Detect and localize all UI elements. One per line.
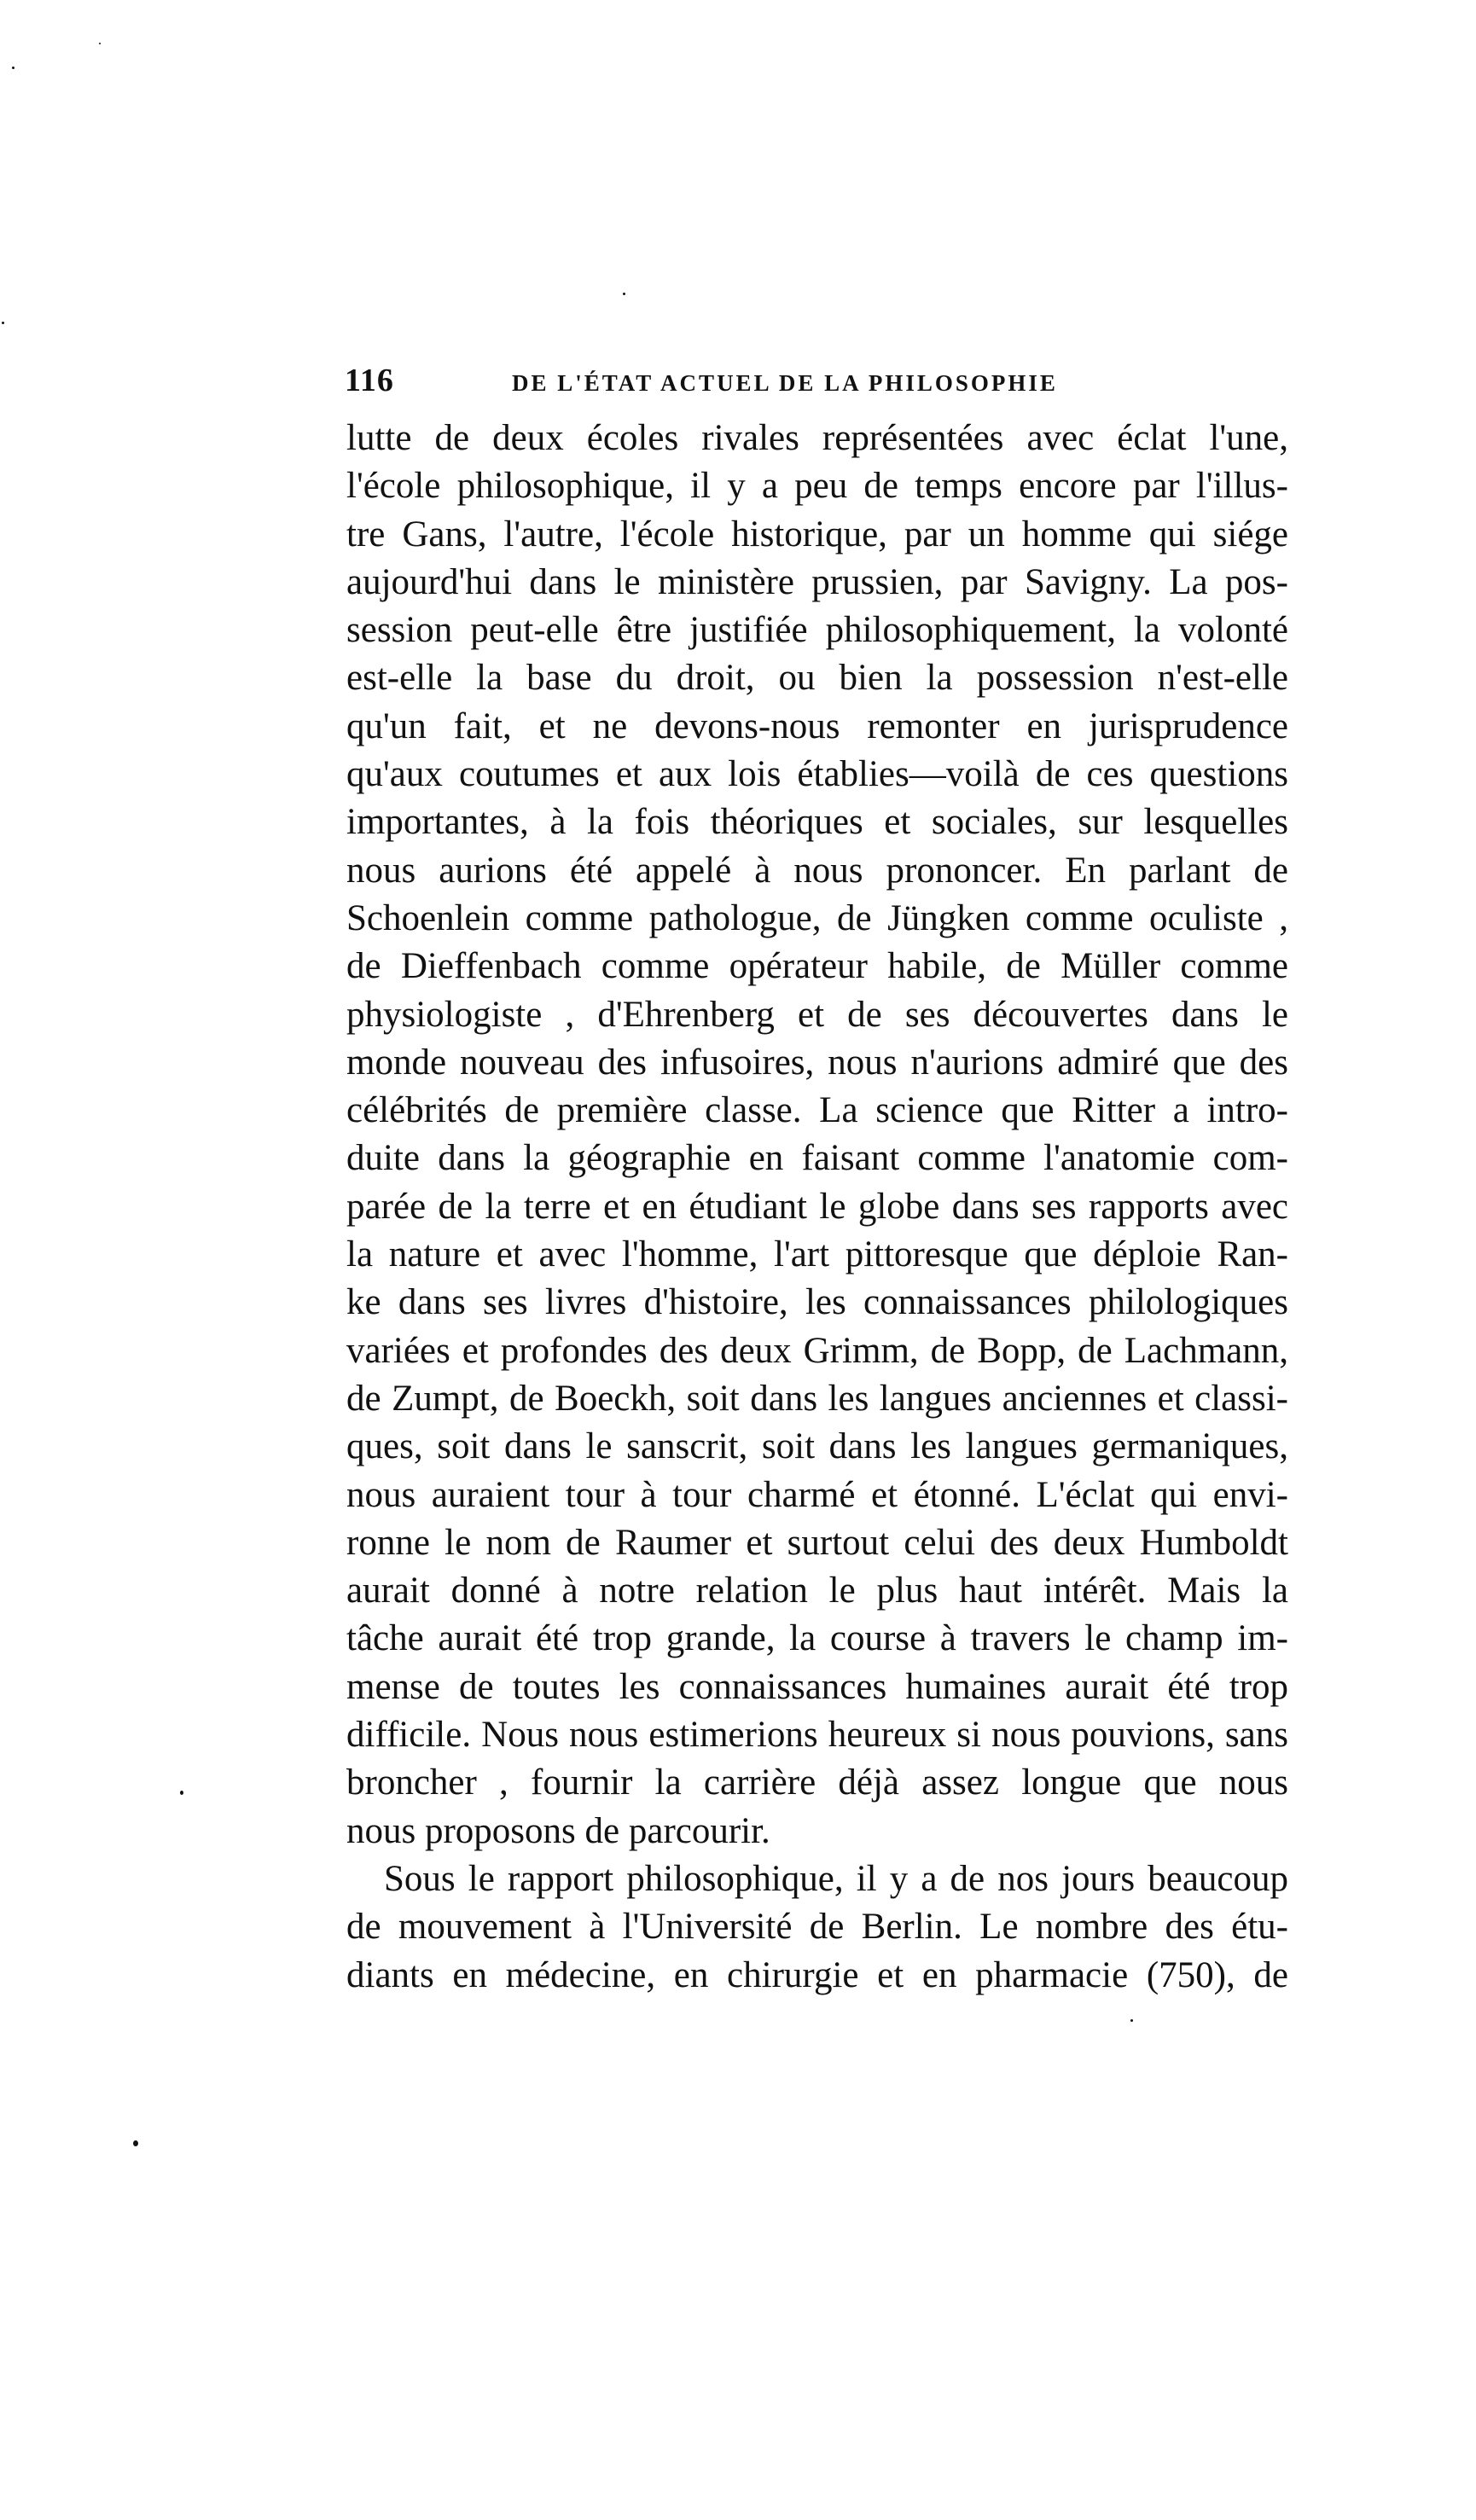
text-line: nous auraient tour à tour charmé et étonné. L'éclat qui envi- <box>346 1474 1288 1515</box>
body-text <box>346 415 1288 2000</box>
text-line: nous aurions été appelé à nous prononcer. En parlant de <box>346 850 1288 891</box>
text-line: monde nouveau des infusoires, nous n'aurions admiré que des <box>346 1042 1288 1083</box>
text-line: ke dans ses livres d'histoire, les connaissances philologiques <box>346 1282 1288 1323</box>
text-line: tâche aurait été trop grande, la course à travers le champ im- <box>346 1618 1288 1659</box>
scan-speck <box>1130 2019 1133 2022</box>
paragraph-1 <box>346 415 1288 1855</box>
text-line: Schoenlein comme pathologue, de Jüngken comme oculiste , <box>346 897 1288 938</box>
text-line: broncher , fournir la carrière déjà assez longue que nous <box>346 1762 1288 1803</box>
scan-speck <box>99 43 101 44</box>
text-line: parée de la terre et en étudiant le globe dans ses rapports avec <box>346 1186 1288 1227</box>
text-line: qu'un fait, et ne devons-nous remonter en jurisprudence <box>346 705 1288 746</box>
page-number: 116 <box>345 363 394 398</box>
text-line: tre Gans, l'autre, l'école historique, par un homme qui siége <box>346 514 1288 555</box>
text-line: duite dans la géographie en faisant comme l'anatomie com- <box>346 1138 1288 1179</box>
text-line: importantes, à la fois théoriques et sociales, sur lesquelles <box>346 802 1288 843</box>
text-line: ques, soit dans le sanscrit, soit dans les langues germaniques, <box>346 1426 1288 1467</box>
text-line: est-elle la base du droit, ou bien la possession n'est-elle <box>346 658 1288 699</box>
scan-speck <box>12 67 15 69</box>
text-line: physiologiste , d'Ehrenberg et de ses découvertes dans le <box>346 994 1288 1035</box>
text-line: de mouvement à l'Université de Berlin. Le nombre des étu- <box>346 1907 1288 1948</box>
text-line: l'école philosophique, il y a peu de temps encore par l'illus- <box>346 466 1288 507</box>
text-line: variées et profondes des deux Grimm, de Bopp, de Lachmann, <box>346 1330 1288 1371</box>
text-line: Sous le rapport philosophique, il y a de nos jours beaucoup <box>384 1858 1288 1899</box>
paragraph-2 <box>346 1855 1288 2000</box>
scan-speck <box>623 293 625 295</box>
running-title: DE L'ÉTAT ACTUEL DE LA PHILOSOPHIE <box>512 370 1058 396</box>
text-line: qu'aux coutumes et aux lois établies—voilà de ces questions <box>346 754 1288 795</box>
text-line: nous proposons de parcourir. <box>346 1810 770 1851</box>
running-header <box>345 362 1288 404</box>
text-line: session peut-elle être justifiée philosophiquement, la volonté <box>346 610 1288 651</box>
scan-speck <box>2 322 4 324</box>
text-line: de Zumpt, de Boeckh, soit dans les langues anciennes et classi- <box>346 1378 1288 1419</box>
text-line: difficile. Nous nous estimerions heureux si nous pouvions, sans <box>346 1715 1288 1756</box>
text-line: ronne le nom de Raumer et surtout celui des deux Humboldt <box>346 1522 1288 1563</box>
scan-speck <box>180 1791 183 1795</box>
scan-speck <box>133 2140 138 2146</box>
text-line: la nature et avec l'homme, l'art pittoresque que déploie Ran- <box>346 1234 1288 1275</box>
text-line: aujourd'hui dans le ministère prussien, par Savigny. La pos- <box>346 561 1288 602</box>
text-line: aurait donné à notre relation le plus haut intérêt. Mais la <box>346 1571 1288 1611</box>
text-line: célébrités de première classe. La science que Ritter a intro- <box>346 1090 1288 1131</box>
text-line: lutte de deux écoles rivales représentées avec éclat l'une, <box>346 418 1288 458</box>
text-line: de Dieffenbach comme opérateur habile, de Müller comme <box>346 946 1288 987</box>
text-line: mense de toutes les connaissances humaines aurait été trop <box>346 1666 1288 1707</box>
text-line: diants en médecine, en chirurgie et en pharmacie (750), de <box>346 1954 1288 1995</box>
